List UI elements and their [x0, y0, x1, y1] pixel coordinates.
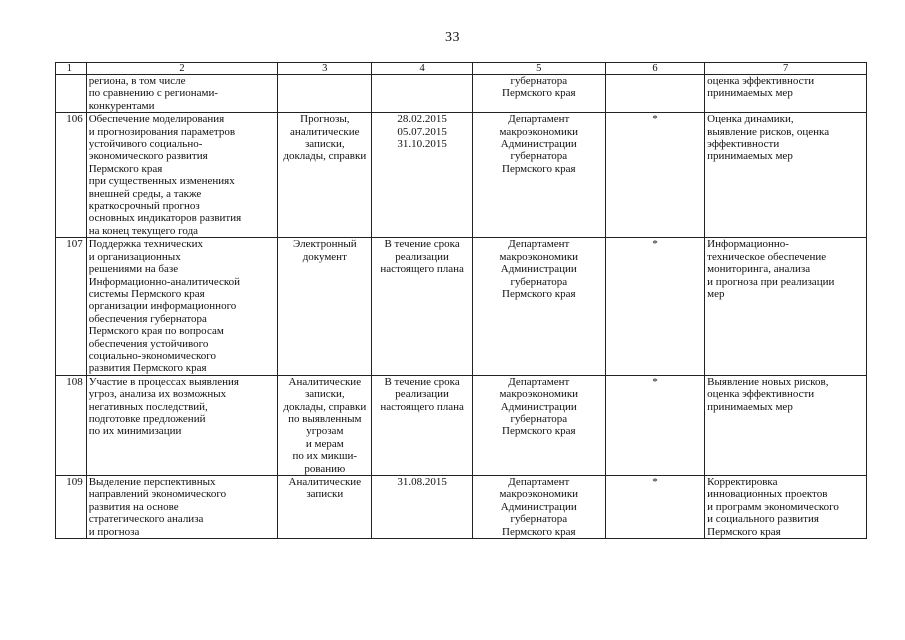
- document-form-line: угрозам: [306, 425, 344, 438]
- mark: *: [652, 375, 658, 388]
- task-description-line: конкурентами: [88, 99, 155, 112]
- task-description-line: Пермского края по вопросам: [88, 325, 224, 338]
- responsible-department-line: макроэкономики: [499, 250, 579, 263]
- task-description-line: обеспечения губернатора: [88, 312, 207, 325]
- responsible-department-line: макроэкономики: [499, 388, 579, 401]
- responsible-department-line: Администрации: [500, 400, 577, 413]
- responsible-department-line: губернатора: [510, 412, 568, 425]
- deadline-cell: [372, 375, 472, 475]
- expected-result-cell: [705, 75, 867, 113]
- row-number: 107: [66, 238, 83, 251]
- row-number: 108: [66, 375, 83, 388]
- responsible-department-line: Департамент: [508, 238, 570, 251]
- table-row: [56, 113, 867, 238]
- expected-result-line: Пермского края: [707, 525, 781, 538]
- responsible-department-line: Администрации: [500, 263, 577, 276]
- expected-result-line: мер: [707, 287, 725, 300]
- task-description-line: экономического развития: [88, 150, 208, 163]
- deadline-line: 31.08.2015: [397, 476, 447, 488]
- task-description-line: Обеспечение моделирования: [88, 113, 225, 126]
- deadline-line: настоящего плана: [380, 263, 464, 276]
- responsible-department-line: Пермского края: [502, 425, 576, 438]
- task-description-line: и прогноза: [88, 525, 140, 538]
- expected-result-cell: [705, 375, 867, 475]
- document-form-line: рованию: [304, 462, 346, 475]
- expected-result-line: мониторинга, анализа: [707, 263, 811, 276]
- task-description-line: организации информационного: [88, 300, 237, 313]
- task-description-line: и организационных: [88, 250, 181, 263]
- expected-result-cell: [705, 476, 867, 539]
- expected-result-line: и прогноза при реализации: [707, 275, 835, 288]
- expected-result-line: эффективности: [707, 138, 780, 151]
- column-header-4: 4: [372, 63, 472, 75]
- document-form-line: доклады, справки: [283, 150, 367, 163]
- expected-result-line: принимаемых мер: [707, 400, 793, 413]
- deadline-cell: [372, 476, 472, 539]
- task-description-line: Пермского края: [88, 162, 163, 175]
- deadline-line: В течение срока: [384, 238, 460, 251]
- column-number-row: [56, 63, 867, 75]
- deadline-line: реализации: [395, 250, 449, 263]
- row-number-cell: [56, 75, 87, 113]
- plan-table: [55, 62, 867, 539]
- task-description-line: региона, в том числе: [88, 75, 186, 87]
- expected-result-line: принимаемых мер: [707, 150, 793, 163]
- expected-result-line: оценка эффективности: [707, 75, 815, 87]
- task-description-cell: [86, 476, 277, 539]
- responsible-department-line: Департамент: [508, 476, 570, 488]
- task-description-line: внешней среды, а также: [88, 187, 202, 200]
- responsible-department-cell: [472, 375, 605, 475]
- mark-cell: [605, 476, 704, 539]
- responsible-department-cell: [472, 476, 605, 539]
- mark-cell: [605, 238, 704, 375]
- task-description-line: краткосрочный прогноз: [88, 200, 200, 213]
- mark-cell: [605, 75, 704, 113]
- responsible-department-line: Администрации: [500, 138, 577, 151]
- task-description-line: подготовке предложений: [88, 412, 206, 425]
- task-description-line: обеспечения устойчивого: [88, 337, 209, 350]
- task-description-line: по их минимизации: [88, 425, 182, 438]
- document-form-line: по выявленным: [288, 412, 362, 425]
- row-number-cell: [56, 238, 87, 375]
- responsible-department-line: макроэкономики: [499, 488, 579, 501]
- row-number: 109: [66, 476, 83, 488]
- column-header-6: 6: [605, 63, 704, 75]
- expected-result-cell: [705, 238, 867, 375]
- deadline-line: 31.10.2015: [397, 138, 447, 151]
- mark-cell: [605, 375, 704, 475]
- deadline-line: настоящего плана: [380, 400, 464, 413]
- document-form-cell: [278, 113, 372, 238]
- responsible-department-line: губернатора: [510, 75, 568, 87]
- row-number-cell: [56, 476, 87, 539]
- responsible-department-line: губернатора: [510, 275, 568, 288]
- task-description-line: системы Пермского края: [88, 287, 205, 300]
- document-form-line: доклады, справки: [283, 400, 367, 413]
- task-description-cell: [86, 238, 277, 375]
- document-form-line: записки,: [304, 388, 345, 401]
- task-description-line: по сравнению с регионами-: [88, 87, 219, 100]
- column-header-3: 3: [278, 63, 372, 75]
- mark: *: [652, 113, 658, 126]
- task-description-line: при существенных изменениях: [88, 175, 235, 188]
- task-description-line: развития на основе: [88, 500, 179, 513]
- deadline-line: реализации: [395, 388, 449, 401]
- task-description-line: направлений экономического: [88, 488, 227, 501]
- responsible-department-cell: [472, 75, 605, 113]
- row-number: 106: [66, 113, 83, 126]
- deadline-cell: [372, 75, 472, 113]
- deadline-cell: [372, 238, 472, 375]
- row-number-cell: [56, 375, 87, 475]
- responsible-department-line: макроэкономики: [499, 125, 579, 138]
- responsible-department-line: Администрации: [500, 500, 577, 513]
- task-description-line: Участие в процессах выявления: [88, 375, 239, 388]
- document-form-line: аналитические: [290, 125, 360, 138]
- task-description-line: угроз, анализа их возможных: [88, 388, 227, 401]
- document-form-line: Прогнозы,: [300, 113, 350, 126]
- document-form-line: записки: [306, 488, 344, 501]
- expected-result-line: инновационных проектов: [707, 488, 828, 501]
- table-row: [56, 75, 867, 113]
- responsible-department-cell: [472, 238, 605, 375]
- mark: *: [652, 476, 658, 488]
- document-form-cell: [278, 238, 372, 375]
- mark: *: [652, 238, 658, 251]
- responsible-department-line: Пермского края: [502, 525, 576, 538]
- expected-result-line: Корректировка: [707, 476, 778, 488]
- responsible-department-line: губернатора: [510, 513, 568, 526]
- document-form-cell: [278, 375, 372, 475]
- responsible-department-line: Пермского края: [502, 162, 576, 175]
- expected-result-cell: [705, 113, 867, 238]
- row-number-cell: [56, 113, 87, 238]
- expected-result-line: Оценка динамики,: [707, 113, 794, 126]
- table-row: [56, 375, 867, 475]
- column-header-1: 1: [56, 63, 87, 75]
- task-description-line: негативных последствий,: [88, 400, 208, 413]
- expected-result-line: техническое обеспечение: [707, 250, 827, 263]
- column-header-2: 2: [86, 63, 277, 75]
- table-row: [56, 238, 867, 375]
- expected-result-line: Информационно-: [707, 238, 789, 251]
- expected-result-line: оценка эффективности: [707, 388, 815, 401]
- task-description-line: социально-экономического: [88, 349, 217, 362]
- task-description-line: Выделение перспективных: [88, 476, 216, 488]
- expected-result-line: Выявление новых рисков,: [707, 375, 829, 388]
- task-description-cell: [86, 113, 277, 238]
- expected-result-line: выявление рисков, оценка: [707, 125, 830, 138]
- task-description-line: решениями на базе: [88, 263, 179, 276]
- document-form-line: Электронный: [292, 238, 357, 251]
- table-row: [56, 476, 867, 539]
- task-description-line: основных индикаторов развития: [88, 212, 242, 225]
- expected-result-line: и социального развития: [707, 513, 819, 526]
- document-form-line: документ: [302, 250, 347, 263]
- task-description-line: на конец текущего года: [88, 224, 199, 237]
- task-description-cell: [86, 375, 277, 475]
- responsible-department-line: Департамент: [508, 113, 570, 126]
- task-description-line: устойчивого социально-: [88, 138, 203, 151]
- document-form-cell: [278, 476, 372, 539]
- expected-result-line: принимаемых мер: [707, 87, 793, 100]
- deadline-line: 05.07.2015: [397, 125, 447, 138]
- document-form-line: и мерам: [305, 437, 344, 450]
- expected-result-line: и программ экономического: [707, 500, 839, 513]
- task-description-cell: [86, 75, 277, 113]
- mark-cell: [605, 113, 704, 238]
- responsible-department-line: Департамент: [508, 375, 570, 388]
- deadline-cell: [372, 113, 472, 238]
- column-header-7: 7: [705, 63, 867, 75]
- responsible-department-line: Пермского края: [502, 287, 576, 300]
- document-form-cell: [278, 75, 372, 113]
- responsible-department-line: губернатора: [510, 150, 568, 163]
- document-form-line: Аналитические: [288, 375, 362, 388]
- task-description-line: стратегического анализа: [88, 513, 204, 526]
- deadline-line: В течение срока: [384, 375, 460, 388]
- task-description-line: и прогнозирования параметров: [88, 125, 236, 138]
- responsible-department-cell: [472, 113, 605, 238]
- deadline-line: 28.02.2015: [397, 113, 447, 126]
- column-header-5: 5: [472, 63, 605, 75]
- page-number: 33: [445, 30, 460, 45]
- task-description-line: Поддержка технических: [88, 238, 203, 251]
- task-description-line: Информационно-аналитической: [88, 275, 241, 288]
- document-form-line: Аналитические: [288, 476, 362, 488]
- task-description-line: развития Пермского края: [88, 362, 207, 375]
- document-form-line: по их микши-: [292, 450, 358, 463]
- responsible-department-line: Пермского края: [502, 87, 576, 100]
- document-form-line: записки,: [304, 138, 345, 151]
